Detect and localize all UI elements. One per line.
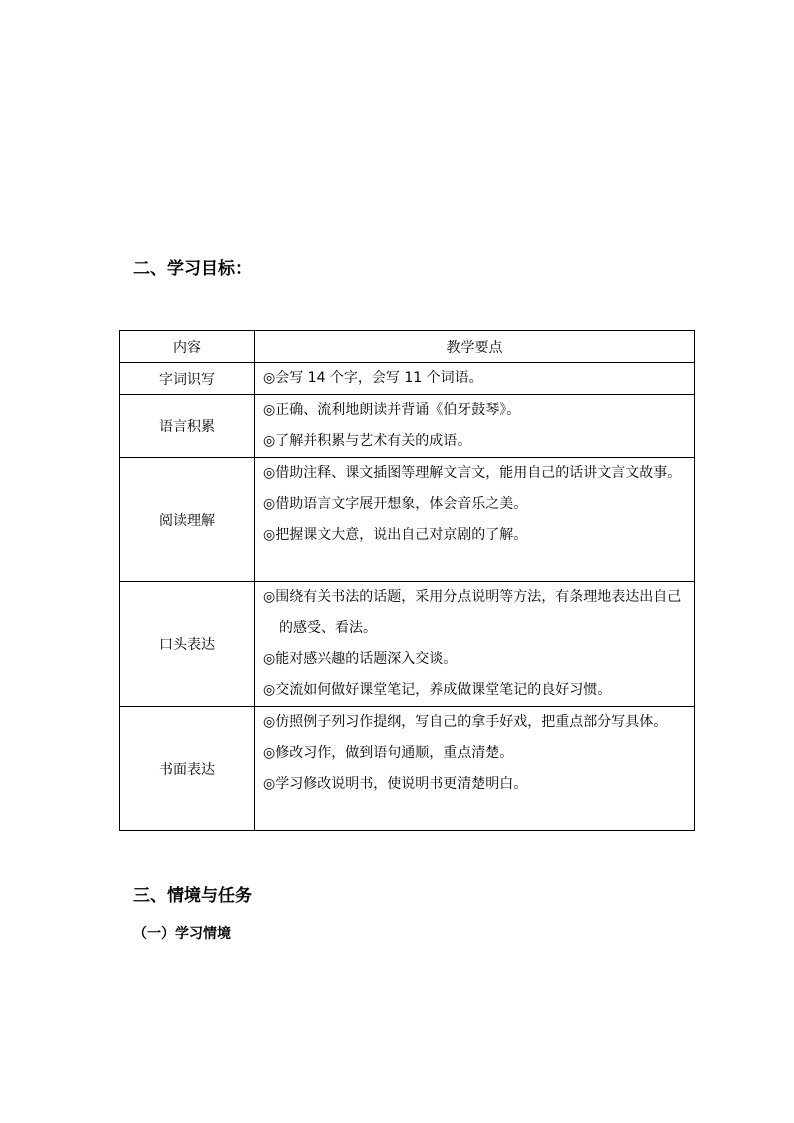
teaching-point: ◎会写 14 个字，会写 11 个词语。 [263, 370, 483, 386]
row-points [255, 582, 695, 707]
row-label: 口头表达 [120, 582, 255, 707]
teaching-point: ◎了解并积累与艺术有关的成语。 [263, 433, 472, 449]
header-content: 内容 [120, 331, 255, 363]
table-row [120, 458, 695, 582]
row-points [255, 458, 695, 582]
table-row [120, 707, 695, 831]
section-heading-context-tasks: 三、情境与任务 [133, 886, 252, 906]
teaching-point: ◎交流如何做好课堂笔记，养成做课堂笔记的良好习惯。 [263, 682, 612, 698]
teaching-point: ◎围绕有关书法的话题，采用分点说明等方法，有条理地表达出自己的感受、看法。 [263, 589, 682, 636]
header-teaching-points: 教学要点 [255, 331, 695, 363]
row-label: 语言积累 [120, 395, 255, 458]
section-heading-learning-goals: 二、学习目标： [133, 259, 252, 279]
row-points [255, 707, 695, 831]
table-header-row [120, 331, 695, 363]
subheading-learning-context: （一）学习情境 [133, 926, 231, 942]
table-row [120, 582, 695, 707]
teaching-point: ◎能对感兴趣的话题深入交谈。 [263, 651, 458, 667]
learning-goals-table [119, 330, 695, 831]
row-label: 字词识写 [120, 363, 255, 395]
row-label: 书面表达 [120, 707, 255, 831]
teaching-point: ◎修改习作，做到语句通顺，重点清楚。 [263, 745, 514, 761]
teaching-point: ◎借助注释、课文插图等理解文言文，能用自己的话讲文言文故事。 [263, 465, 682, 481]
row-label: 阅读理解 [120, 458, 255, 582]
table-row [120, 395, 695, 458]
row-points [255, 363, 695, 395]
teaching-point: ◎仿照例子列习作提纲，写自己的拿手好戏，把重点部分写具体。 [263, 714, 668, 730]
teaching-point: ◎把握课文大意，说出自己对京剧的了解。 [263, 527, 528, 543]
teaching-point: ◎学习修改说明书，使说明书更清楚明白。 [263, 776, 528, 792]
teaching-point: ◎正确、流利地朗读并背诵《伯牙鼓琴》。 [263, 402, 521, 418]
row-points [255, 395, 695, 458]
table-row [120, 363, 695, 395]
teaching-point: ◎借助语言文字展开想象，体会音乐之美。 [263, 496, 528, 512]
